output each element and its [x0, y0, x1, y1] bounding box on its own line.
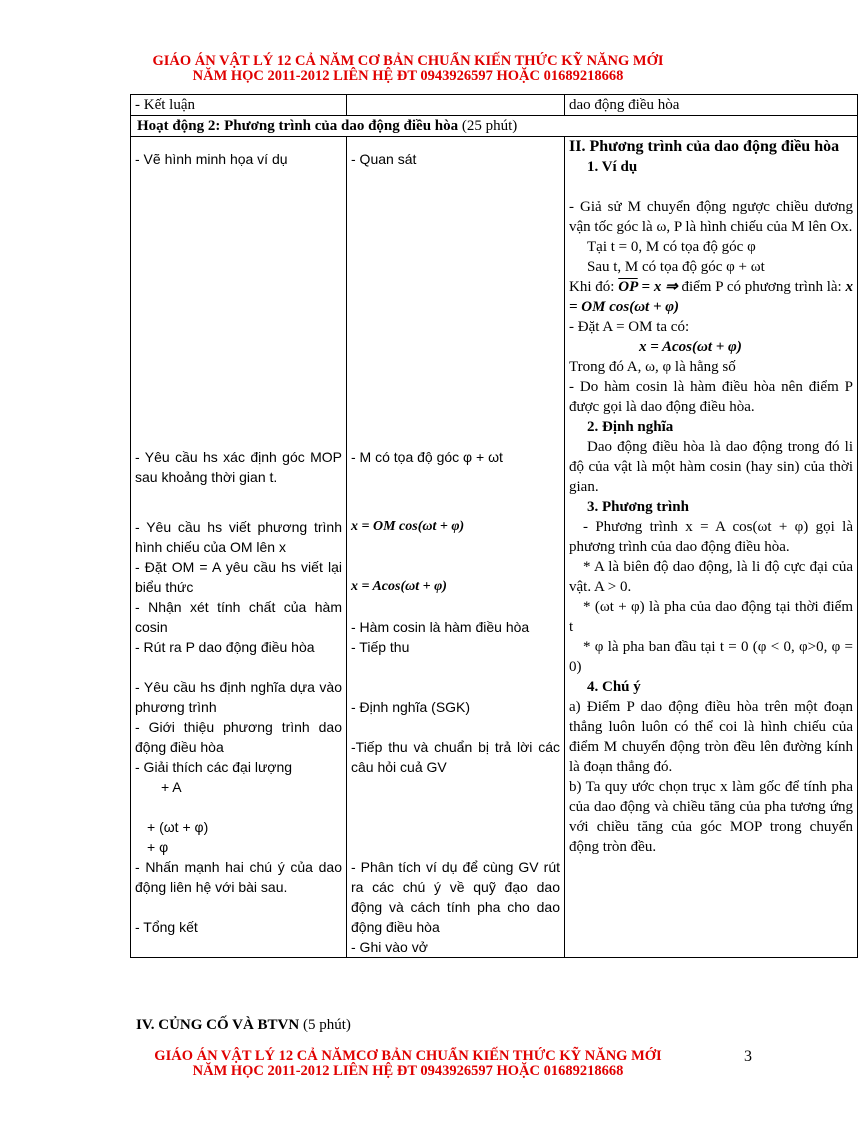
content-paragraph: Trong đó A, ω, φ là hằng số [569, 359, 736, 375]
teacher-step: + (ωt + φ) [147, 819, 209, 835]
content-cell-top: dao động điều hòa [565, 95, 858, 116]
student-step: - M có tọa độ góc φ + ωt [351, 449, 503, 465]
student-step: - Định nghĩa (SGK) [351, 699, 471, 715]
student-step: - Hàm cosin là hàm điều hòa [351, 619, 530, 635]
student-formula: x = Acos(ωt + φ) [351, 579, 447, 594]
teacher-step: - Đặt OM = A yêu cầu hs viết lại biểu thức [135, 559, 342, 595]
teacher-step: + A [161, 779, 182, 795]
section-iv-title: IV. CỦNG CỐ VÀ BTVN [136, 1017, 300, 1033]
teacher-activity-column [131, 137, 347, 958]
table-row [131, 137, 858, 958]
header-line-2: NĂM HỌC 2011-2012 LIÊN HỆ ĐT 0943926597 HOẶC 01689218668 [192, 68, 624, 84]
content-formula: x = Acos(ωt + φ) [639, 339, 742, 355]
student-step: - Quan sát [351, 151, 417, 167]
content-paragraph: Sau t, M có tọa độ góc φ + ωt [587, 259, 765, 275]
subheading: 1. Ví dụ [587, 159, 638, 175]
conclusion-cell: - Kết luận [131, 95, 347, 116]
content-paragraph: - Phương trình x = A cos(ωt + φ) gọi là phương trình của dao động điều hòa. [569, 519, 853, 555]
section-heading: II. Phương trình của dao động điều hòa [569, 138, 840, 155]
footer-line-2: NĂM HỌC 2011-2012 LIÊN HỆ ĐT 0943926597 HOẶC 01689218668 [192, 1063, 624, 1079]
teacher-step: - Nhấn mạnh hai chú ý của dao động liên hệ với bài sau. [135, 859, 342, 895]
lesson-table [130, 94, 858, 958]
teacher-step: - Giải thích các đại lượng [135, 759, 293, 775]
teacher-step: - Vẽ hình minh họa ví dụ [135, 151, 288, 167]
teacher-step: - Rút ra P dao động điều hòa [135, 639, 315, 655]
content-paragraph: * A là biên độ dao động, là li độ cực đại của vật. A > 0. [569, 559, 853, 595]
content-paragraph: * φ là pha ban đầu tại t = 0 (φ < 0, φ>0, φ = 0) [569, 639, 853, 675]
teacher-step: - Nhận xét tính chất của hàm cosin [135, 599, 342, 635]
content-formula: x = OM cos(ωt + φ) [569, 279, 854, 315]
teacher-step: - Giới thiệu phương trình dao động điều hòa [135, 719, 342, 755]
content-paragraph: b) Ta quy ước chọn trục x làm gốc để tính pha của dao động và chiều tăng của pha tương ứng với chiều tăng của góc MOP trong chuyển động tròn đều. [569, 779, 853, 855]
lesson-content-column [565, 137, 858, 958]
content-paragraph: - Đặt A = OM ta có: [569, 319, 690, 335]
activity-title: Hoạt động 2: Phương trình của dao động điều hòa [137, 118, 459, 134]
teacher-step: + φ [147, 839, 169, 855]
teacher-step: - Yêu cầu hs định nghĩa dựa vào phương trình [135, 679, 342, 715]
page-header [0, 54, 816, 84]
teacher-step: - Tổng kết [135, 919, 198, 935]
student-step: - Ghi vào vở [351, 939, 428, 955]
content-paragraph: - Do hàm cosin là hàm điều hòa nên điểm P được gọi là dao động điều hòa. [569, 379, 853, 415]
footer-line-1: GIÁO ÁN VẬT LÝ 12 CẢ NĂMCƠ BẢN CHUẨN KIẾN THỨC KỸ NĂNG MỚI [154, 1048, 662, 1064]
content-paragraph: a) Điểm P dao động điều hòa trên một đoạn thẳng luôn luôn có thể coi là hình chiếu của điểm M chuyển động tròn đều lên đường kính là đoạn thẳng đó. [569, 699, 853, 775]
subheading: 3. Phương trình [587, 499, 689, 515]
content-paragraph: Khi đó: $\overline{OP} = x$ ⇒ điểm P có phương trình là: x = OM cos(ωt + φ) [569, 279, 854, 315]
subheading: 2. Định nghĩa [587, 419, 674, 435]
empty-cell [347, 95, 565, 116]
content-paragraph: Dao động điều hòa là dao động trong đó li độ của vật là một hàm cosin (hay sin) của thời gian. [569, 439, 853, 495]
content-paragraph: * (ωt + φ) là pha của dao động tại thời điểm t [569, 599, 853, 635]
teacher-step: - Yêu cầu hs viết phương trình hình chiếu của OM lên x [135, 519, 342, 555]
student-step: - Phân tích ví dụ để cùng GV rút ra các chú ý về quỹ đạo dao động và cách tính pha cho dao động điều hòa [351, 859, 560, 935]
table-row [131, 95, 858, 116]
student-activity-column [347, 137, 565, 958]
page-footer [0, 1049, 816, 1077]
activity-title-cell [131, 116, 858, 137]
activity-duration: (25 phút) [461, 118, 518, 134]
section-iv-duration: (5 phút) [302, 1017, 351, 1033]
student-step: -Tiếp thu và chuẩn bị trả lời các câu hỏi cuả GV [351, 739, 560, 775]
subheading: 4. Chú ý [587, 679, 641, 695]
section-iv-heading [136, 1017, 351, 1034]
activity-title-row [131, 116, 858, 137]
teacher-step: - Yêu cầu hs xác định góc MOP sau khoảng thời gian t. [135, 449, 342, 485]
student-step: - Tiếp thu [351, 639, 410, 655]
header-line-1: GIÁO ÁN VẬT LÝ 12 CẢ NĂM CƠ BẢN CHUẨN KIẾN THỨC KỸ NĂNG MỚI [152, 53, 664, 69]
content-paragraph: Tại t = 0, M có tọa độ góc φ [587, 239, 756, 255]
student-formula: x = OM cos(ωt + φ) [351, 519, 465, 534]
content-paragraph: - Giả sử M chuyển động ngược chiều dương vận tốc góc là ω, P là hình chiếu của M lên Ox. [569, 199, 853, 235]
page-number: 3 [744, 1048, 752, 1065]
